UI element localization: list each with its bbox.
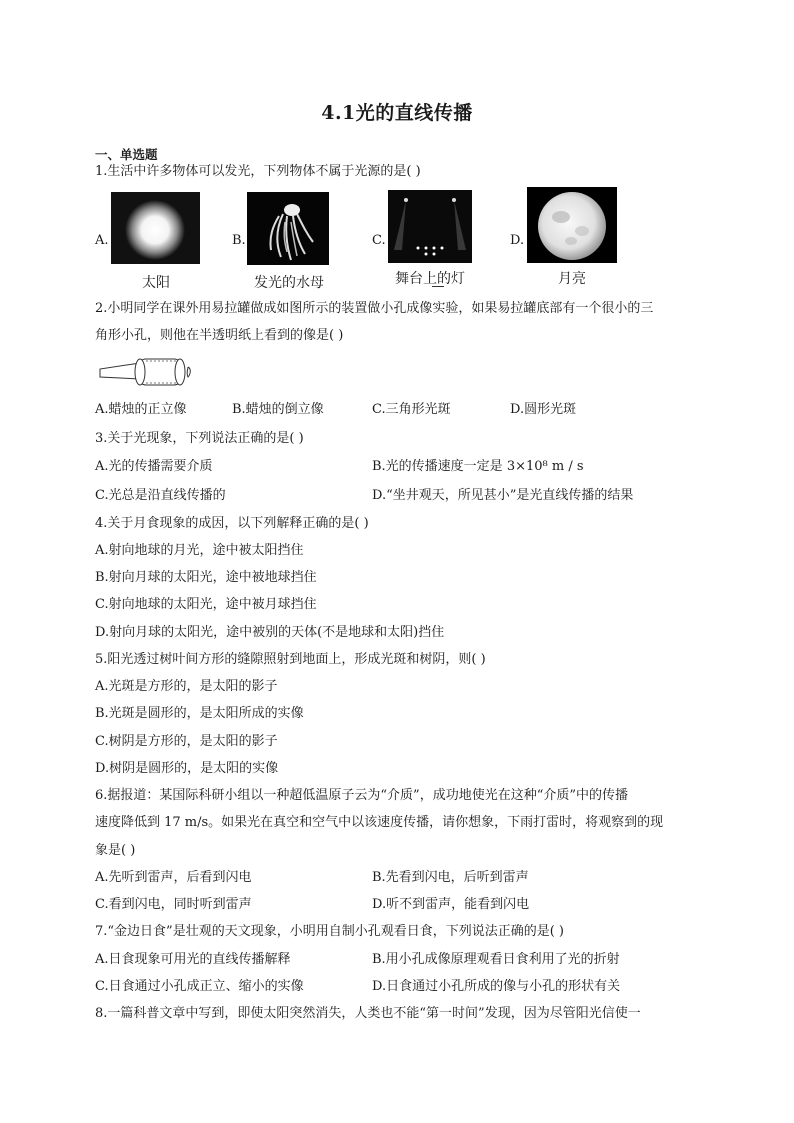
q2-stem-line2: 角形小孔，则他在半透明纸上看到的像是( ) [95,328,344,343]
q4-option-a: A.射向地球的月光，途中被太阳挡住 [95,543,304,558]
q1-option-a-label: 太阳 [142,275,170,291]
q2-option-b: B.蜡烛的倒立像 [232,402,324,417]
jellyfish-image [247,192,329,265]
q1-stem: 1.生活中许多物体可以发光，下列物体不属于光源的是( ) [95,164,421,179]
q2-option-a: A.蜡烛的正立像 [95,402,187,417]
q3-option-c: C.光总是沿直线传播的 [95,488,226,503]
underline-mark [432,286,444,287]
q7-option-a: A.日食现象可用光的直线传播解释 [95,952,291,967]
sun-image [111,192,200,264]
q6-stem-line3: 象是( ) [95,843,136,858]
q5-option-b: B.光斑是圆形的，是太阳所成的实像 [95,706,304,721]
q6-option-a: A.先听到雷声，后看到闪电 [95,870,252,885]
section-heading: 一、单选题 [95,147,158,162]
q7-option-d: D.日食通过小孔所成的像与小孔的形状有关 [372,979,621,994]
q4-stem: 4.关于月食现象的成因，以下列解释正确的是( ) [95,516,369,531]
q6-stem-line1: 6.据报道：某国际科研小组以一种超低温原子云为“介质”，成功地使光在这种“介质”中的传播 [95,788,628,803]
q2-option-d: D.圆形光斑 [510,402,577,417]
q1-option-c-letter: C. [372,233,386,248]
q6-option-c: C.看到闪电，同时听到雷声 [95,897,252,912]
q7-option-b: B.用小孔成像原理观看日食利用了光的折射 [372,952,620,967]
q1-option-b-letter: B. [232,233,246,248]
q4-option-b: B.射向月球的太阳光，途中被地球挡住 [95,570,317,585]
q4-option-d: D.射向月球的太阳光，途中被别的天体(不是地球和太阳)挡住 [95,625,445,640]
q5-option-a: A.光斑是方形的，是太阳的影子 [95,679,278,694]
q1-option-d-letter: D. [510,233,525,248]
stage-lights-image [388,190,472,263]
pinhole-can-diagram [96,355,196,389]
q2-option-c: C.三角形光斑 [372,402,451,417]
q5-option-d: D.树阴是圆形的，是太阳的实像 [95,761,279,776]
q1-option-b-label: 发光的水母 [254,275,324,291]
q4-option-c: C.射向地球的太阳光，途中被月球挡住 [95,597,317,612]
q1-option-a-letter: A. [95,233,109,248]
q5-option-c: C.树阴是方形的，是太阳的影子 [95,734,278,749]
q3-stem: 3.关于光现象，下列说法正确的是( ) [95,431,304,446]
q3-option-b: B.光的传播速度一定是 3×10⁸ m / s [372,459,584,474]
q3-option-a: A.光的传播需要介质 [95,459,213,474]
q3-option-d: D.“坐井观天，所见甚小”是光直线传播的结果 [372,488,634,503]
q7-option-c: C.日食通过小孔成正立、缩小的实像 [95,979,304,994]
q2-stem-line1: 2.小明同学在课外用易拉罐做成如图所示的装置做小孔成像实验，如果易拉罐底部有一个很小的三 [95,301,654,316]
q6-option-d: D.听不到雷声，能看到闪电 [372,897,530,912]
q8-stem-line1: 8.一篇科普文章中写到，即使太阳突然消失，人类也不能“第一时间”发现，因为尽管阳光信使一 [95,1006,641,1021]
q6-stem-line2: 速度降低到 17 m/s。如果光在真空和空气中以该速度传播，请你想象，下雨打雷时，将观察到的现 [95,815,664,830]
page-title: 4.1光的直线传播 [321,102,473,124]
q1-option-c-label: 舞台上的灯 [395,271,465,287]
moon-image [527,187,617,263]
q7-stem: 7.“金边日食”是壮观的天文现象，小明用自制小孔观看日食，下列说法正确的是( ) [95,924,564,939]
q5-stem: 5.阳光透过树叶间方形的缝隙照射到地面上，形成光斑和树阴，则( ) [95,652,486,667]
q1-option-d-label: 月亮 [558,271,586,287]
q6-option-b: B.先看到闪电，后听到雷声 [372,870,529,885]
